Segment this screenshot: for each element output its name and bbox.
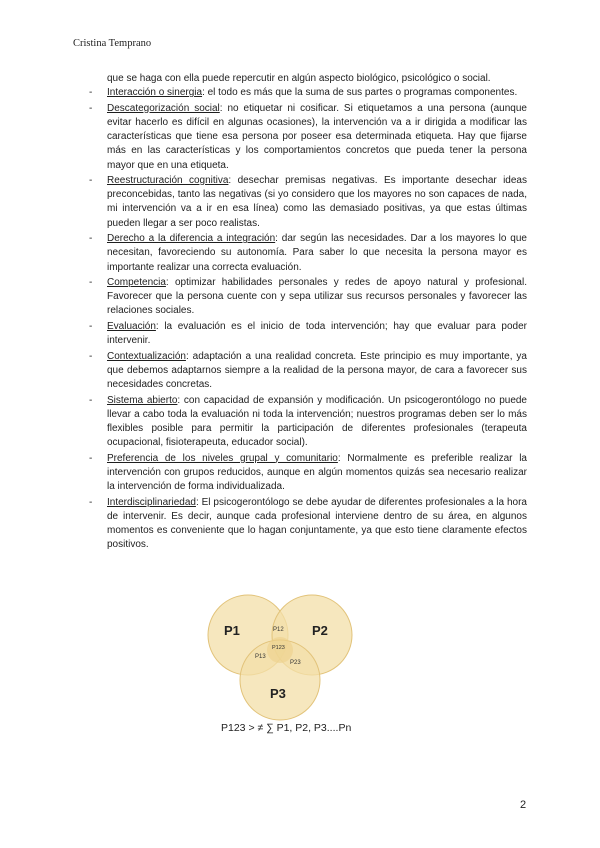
item-text: : El psicogerontólogo se debe ayudar de diferentes profesionales a la hora de intervenir. Es decir, aunque cada profesional interviene dentro de su área, en algunos momentos es conveniente que lo hagan conjuntamente, ya que esto tiene claramente efectos positivos. [107,496,527,551]
item-text: : adaptación a una realidad concreta. Este principio es muy importante, ya que debemos adaptarnos siempre a la realidad de la persona mayor, de cara a favorecer sus necesidades concretas. [107,350,527,391]
bullet-dash: - [89,350,93,362]
item-term: Reestructuración cognitiva [107,175,229,187]
item-text: : no etiquetar ni cosificar. Si etiquetamos a una persona (aunque evitar hacerlo es difícil en algunas ocasiones), la intervención va a ir dirigida a modificar las características que tiene esa persona por poseer esa determinada etiqueta. Hay que fijarse más en las características y los comportamientos concretos que pueda tener la persona mayor que en una etiqueta. [107,102,527,171]
bullet-dash: - [89,102,93,114]
bullet-dash: - [89,394,93,406]
bullet-dash: - [89,320,93,332]
item-text: : el todo es más que la suma de sus partes o programas componentes. [202,87,518,99]
item-term: Sistema abierto [107,394,178,406]
venn-label-p12: P12 [273,627,284,633]
item-term: Preferencia de los niveles grupal y comunitario [107,452,338,464]
list-item [89,276,527,319]
item-text: : desechar premisas negativas. Es importante desechar ideas preconcebidas, tanto las negativas (si yo considero que los mayores no son capaces de nada, mi intervención va a ir en esa línea) como las demasiado positivas, ya que estas últimas pueden llegar a ser poco realistas. [107,175,527,229]
item-text: : optimizar habilidades personales y redes de apoyo natural y profesional. Favorecer que la persona cuente con y sepa utilizar sus recursos personales y favorecer las relaciones sociales. [107,277,527,317]
venn-label-p2: P2 [312,623,328,638]
venn-label-p13: P13 [255,654,266,660]
item-term: Descategorización social [107,102,220,114]
list-item [89,320,527,348]
bullet-dash: - [89,277,93,289]
list-item [89,86,527,100]
item-text: : Normalmente es preferible realizar la intervención con grupos reducidos, aunque en algún momentos quizás sea necesario realizar la intervención de forma individualizada. [107,452,527,493]
item-term: Evaluación [107,320,156,332]
document-body [89,72,527,554]
bullet-dash: - [89,87,93,99]
bullet-dash: - [89,233,93,245]
page-number: 2 [520,799,527,811]
list-item [89,174,527,231]
item-term: Interdisciplinariedad [107,496,196,508]
principles-list [89,86,527,552]
venn-label-p1: P1 [224,623,240,638]
venn-label-p23: P23 [290,660,301,666]
item-term: Contextualización [107,350,186,362]
list-item [89,232,527,275]
item-term: Derecho a la diferencia a integración [107,233,276,245]
venn-label-p123: P123 [272,645,285,651]
item-text: : con capacidad de expansión y modificación. Un psicogerontólogo no puede llevar a cabo toda la evaluación ni toda la intervención; nuestros programas deben ser lo más flexibles posible para permitir la participación de diferentes profesionales (terapeuta ocupacional, fisioterapeuta, educador social). [107,394,527,449]
list-item [89,496,527,553]
bullet-dash: - [89,496,93,508]
venn-label-p3: P3 [270,686,286,701]
list-item [89,350,527,393]
venn-diagram [200,588,370,736]
venn-formula: P123 > ≠ ∑ P1, P2, P3....Pn [221,722,352,734]
item-term: Interacción o sinergia [107,87,203,99]
list-item [89,452,527,495]
list-item [89,102,527,173]
bullet-dash: - [89,175,93,187]
item-term: Competencia [107,277,166,289]
bullet-dash: - [89,452,93,464]
page-header-author: Cristina Temprano [73,38,152,49]
intro-paragraph: que se haga con ella puede repercutir en algún aspecto biológico, psicológico o social. [107,73,491,84]
item-text: : dar según las necesidades. Dar a los mayores lo que necesitan, favoreciendo su autonomía. Para saber lo que necesita la persona mayor es importante realizar una correcta evaluación. [107,233,527,273]
item-text: : la evaluación es el inicio de toda intervención; hay que evaluar para poder intervenir. [107,320,527,347]
list-item [89,394,527,451]
